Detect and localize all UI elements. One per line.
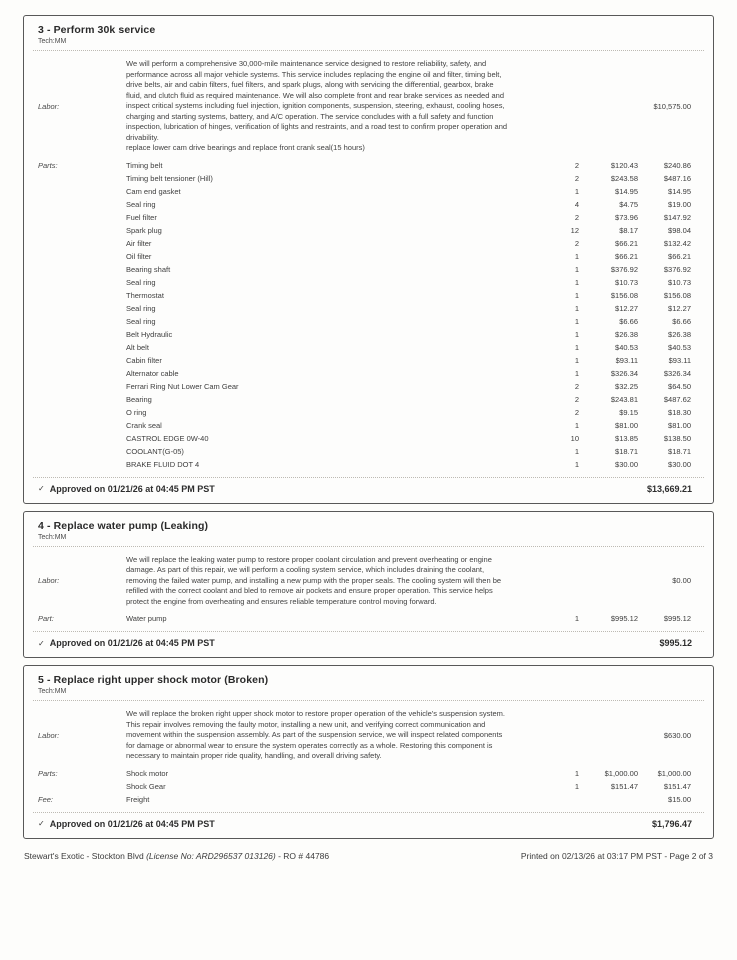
- part-unit-price: $120.43: [610, 160, 638, 170]
- part-row: [24, 380, 713, 393]
- part-unit-price: $93.11: [615, 355, 638, 365]
- job-title: 3 - Perform 30k service: [38, 24, 156, 36]
- part-row-label: Part:: [38, 614, 54, 623]
- job-section-water-pump: [23, 511, 714, 659]
- part-unit-price: $14.95: [615, 186, 638, 196]
- part-name: Spark plug: [126, 225, 162, 235]
- part-total: $15.00: [668, 794, 691, 804]
- part-row: [24, 198, 713, 211]
- part-total: $14.95: [668, 186, 691, 196]
- part-qty: 1: [574, 277, 579, 287]
- labor-amount: $630.00: [663, 730, 691, 740]
- part-qty: 1: [574, 329, 579, 339]
- part-unit-price: $13.85: [615, 433, 638, 443]
- divider: [33, 700, 704, 701]
- part-row: [24, 445, 713, 458]
- part-total: $10.73: [668, 277, 691, 287]
- job-tech: Tech:MM: [38, 38, 67, 45]
- part-unit-price: $10.73: [615, 277, 638, 287]
- part-unit-price: $12.27: [615, 303, 638, 313]
- part-name: COOLANT(G-05): [126, 446, 184, 456]
- job-section-30k-service: [23, 15, 714, 504]
- part-qty: 2: [574, 394, 579, 404]
- part-name: Freight: [126, 794, 150, 804]
- part-unit-price: $73.96: [615, 212, 638, 222]
- part-total: $12.27: [668, 303, 691, 313]
- divider: [33, 50, 704, 51]
- part-name: Shock motor: [126, 768, 169, 778]
- checkmark-icon: ✓: [38, 819, 45, 828]
- part-total: $1,000.00: [657, 768, 691, 778]
- part-unit-price: $156.08: [610, 290, 638, 300]
- part-total: $147.92: [663, 212, 691, 222]
- part-name: Timing belt: [126, 160, 163, 170]
- parts-list: [24, 612, 713, 625]
- part-total: $487.62: [663, 394, 691, 404]
- job-header: [24, 666, 713, 695]
- part-name: Seal ring: [126, 277, 156, 287]
- ro-number: - RO # 44786: [275, 850, 330, 861]
- part-qty: 1: [574, 614, 579, 623]
- part-total: $93.11: [668, 355, 691, 365]
- part-row: [24, 211, 713, 224]
- approval-text: Approved on 01/21/26 at 04:45 PM PST: [49, 483, 215, 494]
- part-unit-price: $9.15: [619, 407, 638, 417]
- footer-shop-info: [24, 851, 329, 861]
- part-row: [24, 406, 713, 419]
- part-qty: 1: [574, 768, 579, 778]
- part-name: Thermostat: [126, 290, 164, 300]
- part-row: [24, 341, 713, 354]
- part-total: $6.66: [672, 316, 691, 326]
- page-footer: [23, 839, 714, 861]
- part-row: [24, 367, 713, 380]
- part-total: $64.50: [668, 381, 691, 391]
- part-unit-price: $8.17: [619, 225, 638, 235]
- part-total: $26.38: [668, 329, 691, 339]
- job-title: 5 - Replace right upper shock motor (Broken): [38, 674, 269, 686]
- part-unit-price: $243.81: [610, 394, 638, 404]
- part-total: $30.00: [668, 459, 691, 469]
- part-row: [24, 263, 713, 276]
- part-qty: 1: [574, 420, 579, 430]
- part-total: $151.47: [663, 781, 691, 791]
- part-total: $995.12: [663, 614, 691, 623]
- shop-name: Stewart's Exotic - Stockton Blvd: [24, 850, 147, 861]
- footer-printed-info: Printed on 02/13/26 at 03:17 PM PST - Page 2 of 3: [520, 850, 713, 861]
- part-unit-price: $18.71: [615, 446, 638, 456]
- part-total: $19.00: [668, 199, 691, 209]
- part-name: Oil filter: [126, 251, 152, 261]
- part-row: [24, 793, 713, 806]
- part-row: [24, 458, 713, 471]
- part-total: $81.00: [668, 420, 691, 430]
- part-row: [24, 159, 713, 172]
- part-unit-price: $376.92: [610, 264, 638, 274]
- part-row: [24, 172, 713, 185]
- part-name: CASTROL EDGE 0W-40: [126, 433, 209, 443]
- part-name: Crank seal: [126, 420, 162, 430]
- part-qty: 1: [574, 446, 579, 456]
- part-total: $18.71: [668, 446, 691, 456]
- job-title: 4 - Replace water pump (Leaking): [38, 519, 209, 532]
- divider: [33, 546, 704, 547]
- part-qty: 2: [574, 160, 579, 170]
- part-unit-price: $326.34: [610, 368, 638, 378]
- part-total: $66.21: [668, 251, 691, 261]
- job-tech: Tech:MM: [38, 688, 67, 695]
- part-qty: 1: [574, 303, 579, 313]
- part-name: Seal ring: [126, 199, 156, 209]
- part-name: O ring: [126, 407, 147, 417]
- part-total: $240.86: [663, 160, 691, 170]
- part-row: [24, 289, 713, 302]
- part-unit-price: $995.12: [610, 614, 638, 623]
- checkmark-icon: ✓: [38, 638, 45, 648]
- labor-description-text: We will perform a comprehensive 30,000-mile maintenance service designed to restore reliability, safety, and performance across all major vehicle systems. This service includes replacing the engine oil and filter, timing belt, drive belts, air and cabin filters, fuel filters, and spark plugs, along with servicing the differential, gearbox, brake fluid, and clutch fluid as required maintenance. We will also complete front and rear brake services as needed and inspect critical systems including fuel injection, ignition components, suspension, steering, exhaust, cooling hoses, charging and starting systems, battery, and A/C operation. The service concludes with a full safety and function inspection, lubrication of hinges, verification of lights and restraints, and a road test to confirm proper operation and drivability.: [126, 59, 508, 142]
- part-total: $326.34: [663, 368, 691, 378]
- labor-row: [24, 555, 713, 608]
- part-unit-price: $66.21: [615, 238, 638, 248]
- part-name: BRAKE FLUID DOT 4: [126, 459, 200, 469]
- part-row: [24, 780, 713, 793]
- part-row: [24, 432, 713, 445]
- part-name: Air filter: [126, 238, 152, 248]
- part-qty: 10: [570, 433, 579, 443]
- part-qty: 1: [574, 368, 579, 378]
- part-row: [24, 276, 713, 289]
- part-row: [24, 185, 713, 198]
- part-qty: 1: [574, 186, 579, 196]
- part-row-label: Fee:: [38, 794, 54, 804]
- part-qty: 1: [574, 781, 579, 791]
- checkmark-icon: ✓: [38, 484, 45, 493]
- approval-text: Approved on 01/21/26 at 04:45 PM PST: [49, 638, 215, 648]
- part-total: $98.04: [668, 225, 691, 235]
- part-qty: 2: [574, 238, 579, 248]
- part-name: Seal ring: [126, 316, 156, 326]
- labor-label: Labor:: [38, 730, 60, 740]
- part-unit-price: $151.47: [610, 781, 638, 791]
- section-total: $1,796.47: [651, 818, 692, 829]
- part-qty: 1: [574, 355, 579, 365]
- part-qty: 2: [574, 407, 579, 417]
- job-header: [24, 16, 713, 45]
- part-unit-price: $243.58: [610, 173, 638, 183]
- part-name: Shock Gear: [126, 781, 166, 791]
- labor-description: [126, 59, 511, 154]
- part-unit-price: $40.53: [615, 342, 638, 352]
- parts-list: [24, 767, 713, 806]
- part-name: Cam end gasket: [126, 186, 181, 196]
- part-name: Fuel filter: [126, 212, 157, 222]
- part-name: Timing belt tensioner (Hill): [126, 173, 213, 183]
- part-name: Belt Hydraulic: [126, 329, 173, 339]
- labor-description: [126, 709, 511, 762]
- labor-label: Labor:: [38, 576, 60, 586]
- part-qty: 12: [570, 225, 579, 235]
- section-total: $13,669.21: [646, 483, 692, 494]
- part-row: [24, 302, 713, 315]
- part-qty: 2: [574, 212, 579, 222]
- part-unit-price: $30.00: [615, 459, 638, 469]
- part-name: Cabin filter: [126, 355, 162, 365]
- approval-row: [24, 632, 713, 657]
- part-row: [24, 237, 713, 250]
- part-total: $138.50: [663, 433, 691, 443]
- part-unit-price: $26.38: [615, 329, 638, 339]
- labor-row: [24, 59, 713, 154]
- part-qty: 1: [574, 251, 579, 261]
- labor-description-text: We will replace the leaking water pump to restore proper coolant circulation and prevent overheating or engine damage. As part of this repair, we will perform a cooling system service, which includes draining the coolant, removing the failed water pump, and installing a new pump with the proper seals. The cooling system will then be refilled with the correct coolant and bled to remove air pockets and ensure proper operation. This service helps protect the engine from overheating and ensures reliable temperature control moving forward.: [126, 554, 502, 606]
- part-unit-price: $32.25: [615, 381, 638, 391]
- part-qty: 1: [574, 342, 579, 352]
- part-qty: 1: [574, 290, 579, 300]
- part-qty: 1: [574, 264, 579, 274]
- part-total: $40.53: [668, 342, 691, 352]
- part-row: [24, 224, 713, 237]
- part-total: $132.42: [663, 238, 691, 248]
- part-row-label: Parts:: [38, 160, 58, 170]
- part-row: [24, 328, 713, 341]
- part-total: $156.08: [663, 290, 691, 300]
- job-header: [24, 512, 713, 541]
- parts-list: [24, 159, 713, 471]
- license-number: (License No: ARD296537 013126): [146, 850, 276, 861]
- part-qty: 2: [574, 173, 579, 183]
- part-qty: 4: [574, 199, 579, 209]
- part-name: Alt belt: [126, 342, 149, 352]
- part-unit-price: $6.66: [619, 316, 638, 326]
- part-name: Water pump: [126, 614, 167, 623]
- part-row: [24, 419, 713, 432]
- part-row: [24, 393, 713, 406]
- part-unit-price: $1,000.00: [604, 768, 638, 778]
- approval-row: [24, 478, 713, 503]
- section-total: $995.12: [659, 638, 692, 648]
- part-qty: 2: [574, 381, 579, 391]
- part-row: [24, 250, 713, 263]
- part-unit-price: $66.21: [615, 251, 638, 261]
- part-row: [24, 354, 713, 367]
- labor-description-extra: replace lower cam drive bearings and replace front crank seal(15 hours): [126, 143, 365, 152]
- part-name: Bearing shaft: [126, 264, 171, 274]
- part-qty: 1: [574, 459, 579, 469]
- part-name: Alternator cable: [126, 368, 179, 378]
- part-total: $376.92: [663, 264, 691, 274]
- approval-row: [24, 813, 713, 838]
- labor-label: Labor:: [38, 101, 60, 111]
- part-row: [24, 767, 713, 780]
- job-tech: Tech:MM: [38, 533, 67, 541]
- part-name: Seal ring: [126, 303, 156, 313]
- part-name: Bearing: [126, 394, 152, 404]
- part-unit-price: $4.75: [619, 199, 638, 209]
- job-section-shock-motor: [23, 665, 714, 839]
- part-row: [24, 612, 713, 625]
- labor-amount: $0.00: [672, 576, 691, 586]
- labor-description: [126, 555, 511, 608]
- labor-description-text: We will replace the broken right upper shock motor to restore proper operation of the vehicle's suspension system. This repair involves removing the faulty motor, installing a new unit, and verifying correct communication and movement within the suspension assembly. As part of the suspension service, we will inspect related components for damage or abnormal wear to ensure the system operates correctly as a whole. Restoring this component is necessary to maintain proper ride quality, handling, and overall driving safety.: [126, 709, 505, 760]
- part-total: $18.30: [668, 407, 691, 417]
- part-row-label: Parts:: [38, 768, 58, 778]
- part-row: [24, 315, 713, 328]
- part-qty: 1: [574, 316, 579, 326]
- labor-amount: $10,575.00: [653, 101, 691, 111]
- part-total: $487.16: [663, 173, 691, 183]
- labor-row: [24, 709, 713, 762]
- approval-text: Approved on 01/21/26 at 04:45 PM PST: [49, 818, 215, 829]
- part-unit-price: $81.00: [615, 420, 638, 430]
- part-name: Ferrari Ring Nut Lower Cam Gear: [126, 381, 239, 391]
